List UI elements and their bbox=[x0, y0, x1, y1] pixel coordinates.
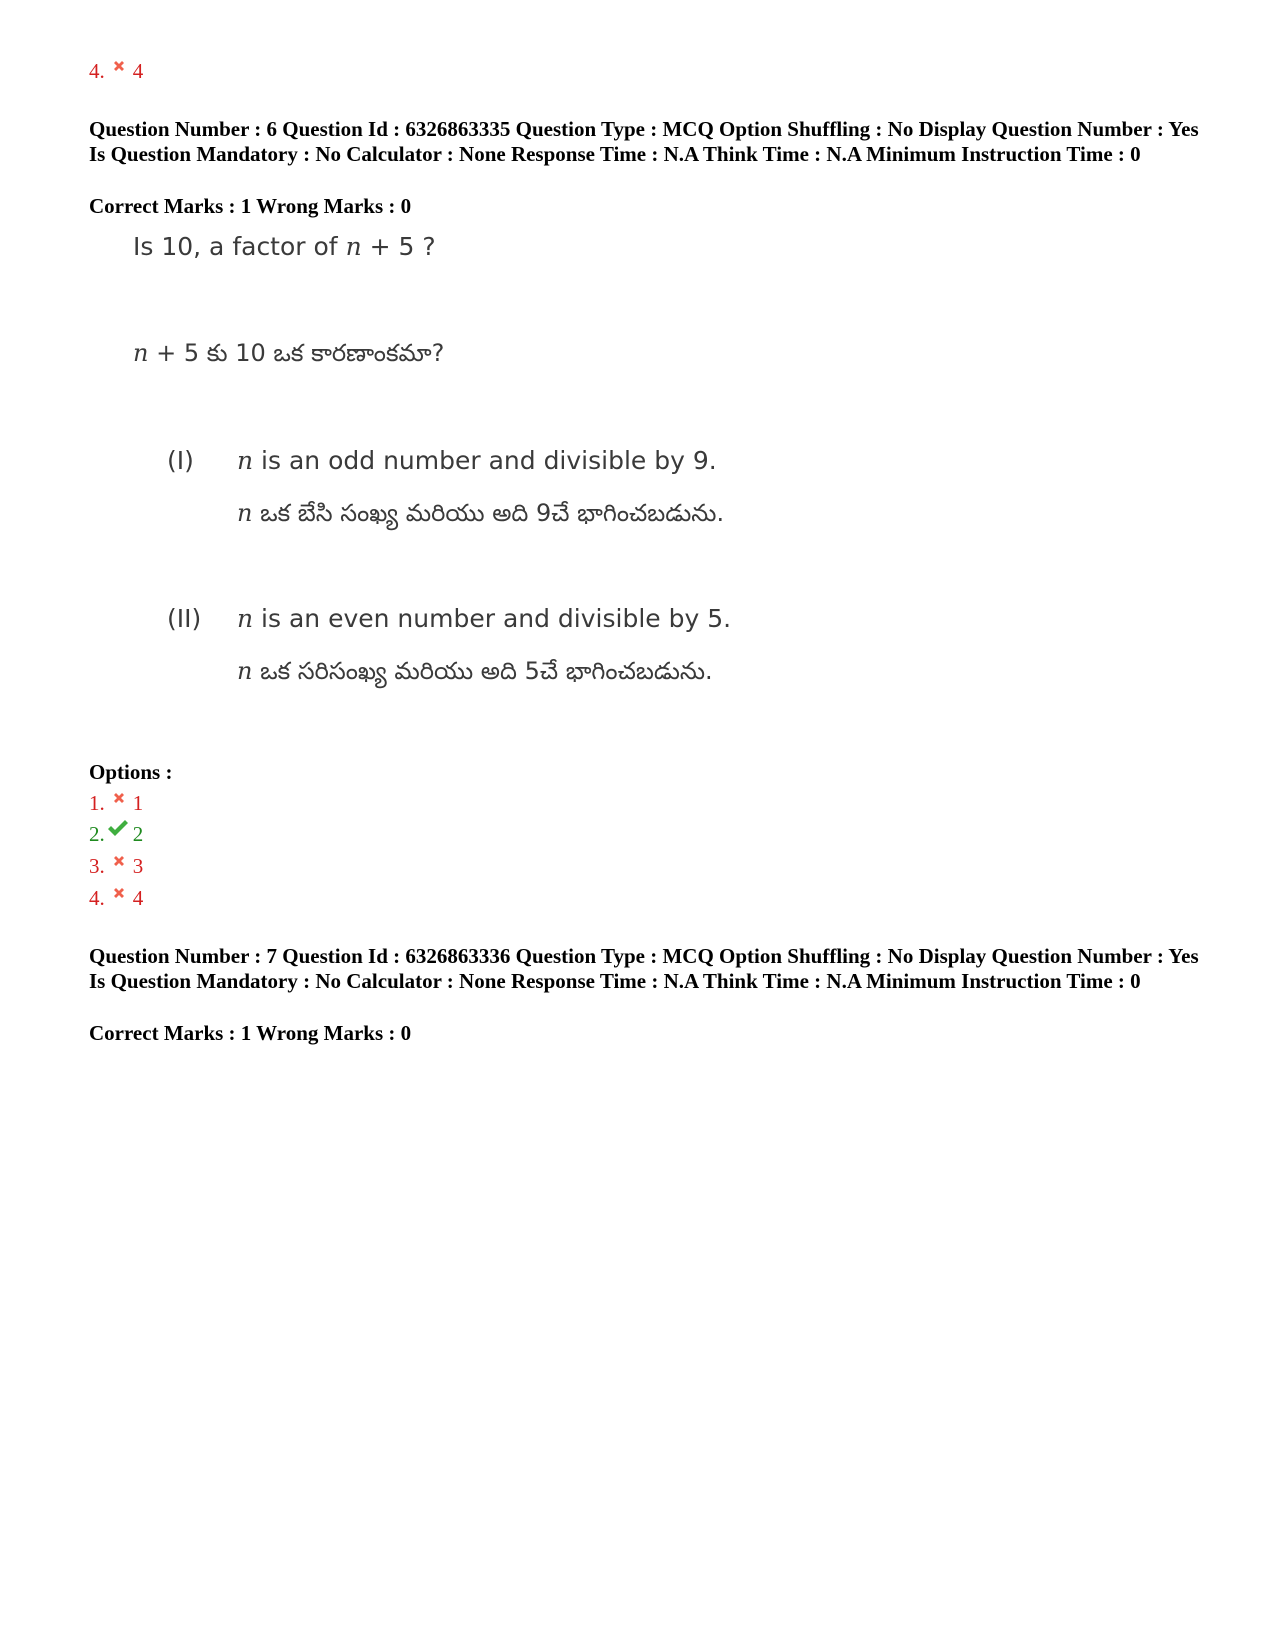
question-meta: Question Number : 7 Question Id : 6326863336 Question Type : MCQ Option Shuffling : No Display Question Number : Yes Is Question Mandatory : No Calculator : None Response Time : N.A Think Time : N.A Minimum Instruction Time : 0 bbox=[89, 944, 1199, 993]
variable-n: n bbox=[237, 446, 254, 475]
option-value: 1 bbox=[132, 791, 144, 815]
cross-icon bbox=[111, 55, 127, 79]
options-label: Options : bbox=[89, 760, 173, 784]
cross-icon bbox=[111, 850, 127, 874]
option-value: 2 bbox=[132, 822, 144, 846]
question-marks: Correct Marks : 1 Wrong Marks : 0 bbox=[89, 194, 412, 218]
option-number: 4. bbox=[89, 59, 105, 83]
statement-te-text: ఒక బేసి సంఖ్య మరియు అది 9చే భాగించబడును. bbox=[252, 499, 725, 527]
question-meta: Question Number : 6 Question Id : 6326863335 Question Type : MCQ Option Shuffling : No Display Question Number : Yes Is Question Mandatory : No Calculator : None Response Time : N.A Think Time : N.A Minimum Instruction Time : 0 bbox=[89, 117, 1199, 166]
cross-icon bbox=[111, 787, 127, 811]
option-value: 4 bbox=[132, 59, 144, 83]
question-en-part2: + 5 ? bbox=[361, 232, 436, 261]
option-number: 1. bbox=[89, 791, 105, 815]
variable-n: n bbox=[237, 604, 254, 633]
option-number: 4. bbox=[89, 886, 105, 910]
statement-en-text: is an odd number and divisible by 9. bbox=[253, 446, 717, 475]
statement-1-telugu bbox=[237, 499, 724, 533]
option-value: 3 bbox=[132, 854, 144, 878]
variable-n: n bbox=[237, 657, 253, 685]
variable-n: n bbox=[345, 232, 362, 261]
question-en-part1: Is 10, a factor of bbox=[133, 232, 346, 261]
variable-n: n bbox=[237, 499, 253, 527]
statement-2-english bbox=[167, 604, 731, 633]
option-number: 2. bbox=[89, 822, 105, 846]
option-value: 4 bbox=[132, 886, 144, 910]
option-item bbox=[89, 59, 143, 83]
question-text-english bbox=[133, 232, 436, 261]
statement-te-text: ఒక సరిసంఖ్య మరియు అది 5చే భాగించబడును. bbox=[252, 657, 713, 685]
question-text-telugu bbox=[133, 339, 444, 373]
statement-en-text: is an even number and divisible by 5. bbox=[253, 604, 732, 633]
option-item bbox=[89, 791, 143, 815]
check-icon bbox=[107, 818, 129, 842]
question-te-text: + 5 కు 10 ఒక కారణాంకమా? bbox=[148, 339, 445, 367]
option-item bbox=[89, 822, 143, 846]
variable-n: n bbox=[133, 339, 149, 367]
cross-icon bbox=[111, 882, 127, 906]
statement-1-english bbox=[167, 446, 717, 475]
statement-label: (II) bbox=[167, 604, 202, 633]
option-number: 3. bbox=[89, 854, 105, 878]
option-item bbox=[89, 886, 143, 910]
statement-label: (I) bbox=[167, 446, 194, 475]
question-marks: Correct Marks : 1 Wrong Marks : 0 bbox=[89, 1021, 412, 1045]
statement-2-telugu bbox=[237, 657, 713, 691]
option-item bbox=[89, 854, 143, 878]
